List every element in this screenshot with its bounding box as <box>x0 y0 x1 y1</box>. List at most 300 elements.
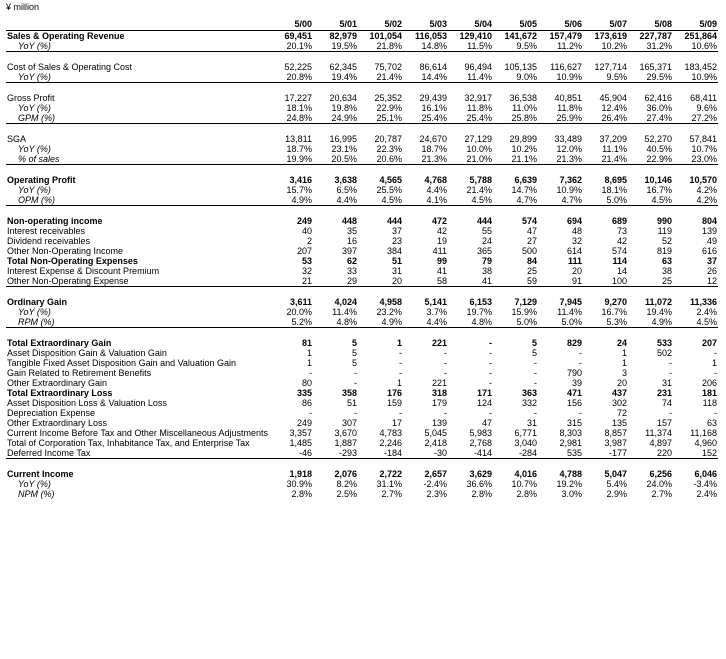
value-cell: 30.9% <box>286 479 312 489</box>
row-label: RPM (%) <box>6 317 268 328</box>
value-cell: 11.5% <box>448 41 493 52</box>
value-cell: 4.9% <box>268 195 313 206</box>
value-cell: 38 <box>661 266 672 276</box>
value-cell: 68,411 <box>690 93 717 103</box>
value-cell: 23.1% <box>331 144 357 154</box>
value-cell: 5,788 <box>469 175 492 185</box>
value-cell: 10.2% <box>511 144 537 154</box>
value-cell: 135 <box>611 418 627 428</box>
value-cell: 91 <box>538 276 583 287</box>
row-label: Total Extraordinary Loss <box>7 388 113 398</box>
table-row <box>6 317 718 328</box>
value-cell: 27.2% <box>673 113 718 124</box>
value-cell: 25.5% <box>376 185 402 195</box>
year-header: 5/02 <box>358 18 403 31</box>
table-row <box>6 113 718 124</box>
value-cell: 171 <box>476 388 492 398</box>
row-label: Asset Disposition Loss & Valuation Loss <box>7 398 167 408</box>
value-cell: 1 <box>396 378 402 388</box>
value-cell: 4.7% <box>538 195 583 206</box>
value-cell: 3,670 <box>334 428 357 438</box>
value-cell: 62 <box>346 256 357 266</box>
value-cell: 19 <box>436 236 447 246</box>
value-cell: 251,864 <box>684 31 717 41</box>
value-cell: 10.7% <box>691 144 717 154</box>
value-cell: 19.2% <box>556 479 582 489</box>
value-cell: 4,016 <box>514 469 537 479</box>
value-cell: 21.3% <box>538 154 583 165</box>
value-cell: 157,479 <box>549 31 582 41</box>
value-cell: 5.0% <box>493 317 538 328</box>
value-cell: 32 <box>301 266 312 276</box>
value-cell: - <box>579 408 582 418</box>
value-cell: 55 <box>481 226 492 236</box>
value-cell: - <box>714 368 717 378</box>
value-cell: 29.5% <box>628 72 673 83</box>
row-label: Non-operating income <box>7 216 103 226</box>
value-cell: 302 <box>611 398 627 408</box>
value-cell: 1,887 <box>334 438 357 448</box>
value-cell: 11,072 <box>644 297 672 307</box>
value-cell: 51 <box>346 398 357 408</box>
row-label: Gross Profit <box>7 93 55 103</box>
table-row <box>6 448 718 459</box>
value-cell: 2.4% <box>696 489 717 499</box>
value-cell: 24 <box>616 338 627 348</box>
value-cell: 100 <box>583 276 628 287</box>
value-cell: 47 <box>526 226 537 236</box>
value-cell: 20.6% <box>358 154 403 165</box>
value-cell: 51 <box>391 256 402 266</box>
value-cell: 20.0% <box>286 307 312 317</box>
table-row <box>6 358 718 368</box>
value-cell: 4.4% <box>403 317 448 328</box>
value-cell: 14.7% <box>511 185 537 195</box>
value-cell: 69,451 <box>284 31 312 41</box>
value-cell: - <box>399 368 402 378</box>
value-cell: 2,768 <box>469 438 492 448</box>
value-cell: - <box>714 408 717 418</box>
value-cell: 11.1% <box>602 144 627 154</box>
value-cell: 444 <box>386 216 402 226</box>
table-row <box>6 297 718 307</box>
value-cell: 7,362 <box>559 175 582 185</box>
value-cell: 3,357 <box>289 428 312 438</box>
value-cell: 18.7% <box>421 144 447 154</box>
value-cell: 20 <box>358 276 403 287</box>
value-cell: - <box>669 358 672 368</box>
value-cell: 535 <box>538 448 583 459</box>
value-cell: 19.5% <box>313 41 358 52</box>
table-row <box>6 378 718 388</box>
value-cell: 82,979 <box>329 31 357 41</box>
value-cell: 62,416 <box>644 93 672 103</box>
value-cell: 2.7% <box>651 489 672 499</box>
value-cell: 19.7% <box>466 307 492 317</box>
value-cell: 32,917 <box>464 93 492 103</box>
value-cell: 3,629 <box>469 469 492 479</box>
value-cell: 80 <box>301 378 312 388</box>
row-label: OPM (%) <box>6 195 268 206</box>
value-cell: 10,570 <box>689 175 717 185</box>
value-cell: 1 <box>306 358 312 368</box>
value-cell: - <box>399 348 402 358</box>
value-cell: 10.9% <box>538 72 583 83</box>
value-cell: 4,783 <box>379 428 402 438</box>
spacer-cell <box>6 206 718 217</box>
table-row <box>6 103 718 113</box>
value-cell: 19.4% <box>313 72 358 83</box>
value-cell: 14.8% <box>403 41 448 52</box>
value-cell: 574 <box>611 246 627 256</box>
value-cell: 37,209 <box>599 134 627 144</box>
row-label: YoY (%) <box>6 41 268 52</box>
value-cell: 3,040 <box>514 438 537 448</box>
value-cell: 183,452 <box>684 62 717 72</box>
value-cell: 4.1% <box>403 195 448 206</box>
value-cell: 365 <box>476 246 492 256</box>
table-row <box>6 41 718 52</box>
value-cell: 52,225 <box>284 62 312 72</box>
value-cell: - <box>714 348 717 358</box>
value-cell: - <box>309 368 312 378</box>
value-cell: 27,129 <box>464 134 492 144</box>
value-cell: 2.8% <box>291 489 312 499</box>
row-label: Operating Profit <box>7 175 76 185</box>
value-cell: 25.4% <box>448 113 493 124</box>
value-cell: 2.4% <box>696 307 717 317</box>
spacer-row <box>6 328 718 339</box>
value-cell: 231 <box>656 388 672 398</box>
value-cell: 42 <box>436 226 447 236</box>
value-cell: 471 <box>566 388 582 398</box>
value-cell: 31 <box>526 418 537 428</box>
value-cell: 116,627 <box>550 62 582 72</box>
value-cell: - <box>444 348 447 358</box>
value-cell: 11.8% <box>467 103 492 113</box>
value-cell: 207 <box>701 338 717 348</box>
value-cell: 5 <box>531 338 537 348</box>
value-cell: -46 <box>268 448 313 459</box>
table-row <box>6 428 718 438</box>
value-cell: 11.4% <box>332 307 357 317</box>
value-cell: - <box>444 368 447 378</box>
value-cell: 165,371 <box>639 62 672 72</box>
row-label: Cost of Sales & Operating Cost <box>7 62 133 72</box>
value-cell: 5,141 <box>424 297 447 307</box>
value-cell: 220 <box>628 448 673 459</box>
value-cell: 31 <box>391 266 402 276</box>
value-cell: 111 <box>567 256 582 266</box>
value-cell: 42 <box>616 236 627 246</box>
value-cell: 14.4% <box>403 72 448 83</box>
value-cell: 21 <box>268 276 313 287</box>
row-label: Total Extraordinary Gain <box>7 338 112 348</box>
table-row <box>6 348 718 358</box>
value-cell: 207 <box>296 246 312 256</box>
header-row <box>6 18 718 31</box>
value-cell: 118 <box>702 398 717 408</box>
value-cell: 74 <box>661 398 672 408</box>
value-cell: 20.1% <box>268 41 313 52</box>
value-cell: 1 <box>621 358 627 368</box>
table-row <box>6 469 718 479</box>
value-cell: 2,722 <box>379 469 402 479</box>
year-header: 5/03 <box>403 18 448 31</box>
value-cell: 1 <box>711 358 717 368</box>
row-label: Depreciation Expense <box>7 408 96 418</box>
table-body <box>6 31 718 500</box>
value-cell: 21.4% <box>466 185 492 195</box>
table-row <box>6 236 718 246</box>
value-cell: 159 <box>386 398 402 408</box>
value-cell: 24 <box>481 236 492 246</box>
value-cell: 99 <box>436 256 447 266</box>
row-label: Deferred Income Tax <box>6 448 268 459</box>
table-row <box>6 185 718 195</box>
value-cell: 2,076 <box>334 469 357 479</box>
spacer-row <box>6 124 718 135</box>
value-cell: 2,981 <box>559 438 582 448</box>
value-cell: 36.6% <box>466 479 492 489</box>
value-cell: 25.1% <box>358 113 403 124</box>
value-cell: 221 <box>431 338 447 348</box>
spacer-cell <box>6 459 718 470</box>
value-cell: - <box>534 378 537 388</box>
value-cell: 2.5% <box>336 489 357 499</box>
value-cell: 2,418 <box>424 438 447 448</box>
value-cell: 533 <box>656 338 672 348</box>
value-cell: - <box>444 408 447 418</box>
table-row <box>6 398 718 408</box>
value-cell: 4.5% <box>358 195 403 206</box>
value-cell: 20,634 <box>329 93 357 103</box>
spacer-cell <box>6 328 718 339</box>
value-cell: 86 <box>301 398 312 408</box>
value-cell: 1 <box>621 348 627 358</box>
value-cell: 48 <box>571 226 582 236</box>
value-cell: 53 <box>301 256 312 266</box>
value-cell: 27 <box>526 236 537 246</box>
value-cell: 23.0% <box>673 154 718 165</box>
header-label-cell <box>6 18 268 31</box>
value-cell: 3 <box>621 368 627 378</box>
value-cell: 5.2% <box>268 317 313 328</box>
row-label: YoY (%) <box>6 72 268 83</box>
value-cell: 790 <box>566 368 582 378</box>
value-cell: 21.8% <box>358 41 403 52</box>
value-cell: 45,904 <box>599 93 627 103</box>
value-cell: -30 <box>403 448 448 459</box>
value-cell: 63 <box>661 256 672 266</box>
unit-label: ¥ million <box>6 2 40 12</box>
value-cell: 21.0% <box>448 154 493 165</box>
value-cell: 32 <box>571 236 582 246</box>
value-cell: 614 <box>566 246 582 256</box>
year-header: 5/04 <box>448 18 493 31</box>
value-cell: 11,336 <box>689 297 717 307</box>
value-cell: 4,768 <box>424 175 447 185</box>
table-row <box>6 256 718 266</box>
value-cell: 4.9% <box>358 317 403 328</box>
value-cell: 49 <box>706 236 717 246</box>
value-cell: 5,045 <box>424 428 447 438</box>
value-cell: 249 <box>296 216 312 226</box>
value-cell: 4.2% <box>696 185 717 195</box>
value-cell: 21.4% <box>358 72 403 83</box>
value-cell: 9.5% <box>493 41 538 52</box>
value-cell: 52,270 <box>644 134 672 144</box>
value-cell: 574 <box>521 216 537 226</box>
row-label: Sales & Operating Revenue <box>7 31 125 41</box>
value-cell: 21.3% <box>403 154 448 165</box>
value-cell: 4.8% <box>448 317 493 328</box>
value-cell: 157 <box>656 418 672 428</box>
value-cell: 37 <box>391 226 402 236</box>
row-label: Dividend receivables <box>7 236 91 246</box>
value-cell: 384 <box>386 246 402 256</box>
value-cell: 8.2% <box>336 479 357 489</box>
value-cell: 5,047 <box>604 469 627 479</box>
table-row <box>6 489 718 499</box>
value-cell: 20,787 <box>374 134 402 144</box>
value-cell: 3,611 <box>289 297 312 307</box>
spacer-row <box>6 83 718 94</box>
value-cell: 14 <box>616 266 627 276</box>
value-cell: 84 <box>526 256 537 266</box>
value-cell: 20 <box>616 378 627 388</box>
value-cell: 40,851 <box>554 93 582 103</box>
value-cell: 24.0% <box>646 479 672 489</box>
value-cell: 40 <box>301 226 312 236</box>
value-cell: - <box>489 378 492 388</box>
value-cell: 10.7% <box>511 479 537 489</box>
value-cell: 20.5% <box>313 154 358 165</box>
value-cell: 8,857 <box>604 428 627 438</box>
value-cell: 6,046 <box>694 469 717 479</box>
value-cell: 990 <box>656 216 672 226</box>
value-cell: 411 <box>432 246 447 256</box>
value-cell: 16.1% <box>421 103 447 113</box>
value-cell: 4,960 <box>694 438 717 448</box>
value-cell: -177 <box>583 448 628 459</box>
value-cell: 4,958 <box>379 297 402 307</box>
value-cell: 17 <box>391 418 402 428</box>
value-cell: 3,638 <box>334 175 357 185</box>
value-cell: 2 <box>306 236 312 246</box>
value-cell: 41 <box>436 266 447 276</box>
row-label: Interest receivables <box>7 226 86 236</box>
value-cell: - <box>444 358 447 368</box>
value-cell: 10.6% <box>673 41 718 52</box>
value-cell: 23.2% <box>376 307 402 317</box>
value-cell: 7,945 <box>559 297 582 307</box>
value-cell: 41 <box>448 276 493 287</box>
value-cell: - <box>489 338 492 348</box>
value-cell: 25.8% <box>493 113 538 124</box>
value-cell: 4.8% <box>313 317 358 328</box>
spacer-cell <box>6 124 718 135</box>
value-cell: 81 <box>301 338 312 348</box>
value-cell: -184 <box>358 448 403 459</box>
value-cell: 6,153 <box>469 297 492 307</box>
value-cell: 173,619 <box>594 31 627 41</box>
value-cell: 307 <box>341 418 357 428</box>
year-header: 5/08 <box>628 18 673 31</box>
value-cell: 24.9% <box>313 113 358 124</box>
value-cell: 2.9% <box>606 489 627 499</box>
value-cell: - <box>579 358 582 368</box>
spacer-cell <box>6 165 718 176</box>
row-label: Other Extraordinary Gain <box>7 378 108 388</box>
value-cell: 25 <box>526 266 537 276</box>
value-cell: - <box>534 358 537 368</box>
value-cell: 9.5% <box>583 72 628 83</box>
value-cell: 62,345 <box>329 62 357 72</box>
value-cell: 156 <box>566 398 582 408</box>
value-cell: 26.4% <box>583 113 628 124</box>
table-row <box>6 307 718 317</box>
value-cell: 6,639 <box>514 175 537 185</box>
value-cell: 139 <box>431 418 447 428</box>
value-cell: 206 <box>701 378 717 388</box>
row-label: YoY (%) <box>18 185 51 195</box>
value-cell: - <box>489 348 492 358</box>
year-header: 5/07 <box>583 18 628 31</box>
value-cell: 20.8% <box>268 72 313 83</box>
value-cell: 12.0% <box>556 144 582 154</box>
value-cell: 363 <box>521 388 537 398</box>
year-header: 5/05 <box>493 18 538 31</box>
table-row <box>6 134 718 144</box>
value-cell: 25.4% <box>403 113 448 124</box>
value-cell: 2,657 <box>424 469 447 479</box>
value-cell: 1,918 <box>289 469 312 479</box>
table-row <box>6 31 718 42</box>
spacer-row <box>6 459 718 470</box>
value-cell: -414 <box>448 448 493 459</box>
value-cell: 59 <box>493 276 538 287</box>
value-cell: 4,024 <box>334 297 357 307</box>
table-row <box>6 266 718 276</box>
value-cell: 6,256 <box>649 469 672 479</box>
value-cell: 249 <box>296 418 312 428</box>
row-label: YoY (%) <box>18 479 51 489</box>
value-cell: 24.8% <box>268 113 313 124</box>
value-cell: 57,841 <box>689 134 717 144</box>
value-cell: 10.9% <box>556 185 582 195</box>
value-cell: 397 <box>341 246 357 256</box>
value-cell: 5 <box>351 338 357 348</box>
value-cell: - <box>354 368 357 378</box>
value-cell: 437 <box>611 388 627 398</box>
row-label: YoY (%) <box>18 144 51 154</box>
value-cell: 16.7% <box>601 307 627 317</box>
value-cell: 25.9% <box>538 113 583 124</box>
year-header: 5/00 <box>268 18 313 31</box>
value-cell: 38 <box>481 266 492 276</box>
table-row <box>6 195 718 206</box>
value-cell: 19.9% <box>268 154 313 165</box>
value-cell: 11,168 <box>690 428 717 438</box>
value-cell: - <box>489 408 492 418</box>
value-cell: 4.9% <box>628 317 673 328</box>
row-label: NPM (%) <box>18 489 55 499</box>
row-label: SGA <box>7 134 27 144</box>
row-label: YoY (%) <box>18 307 51 317</box>
value-cell: 63 <box>706 418 717 428</box>
row-label: Asset Disposition Gain & Valuation Gain <box>7 348 167 358</box>
